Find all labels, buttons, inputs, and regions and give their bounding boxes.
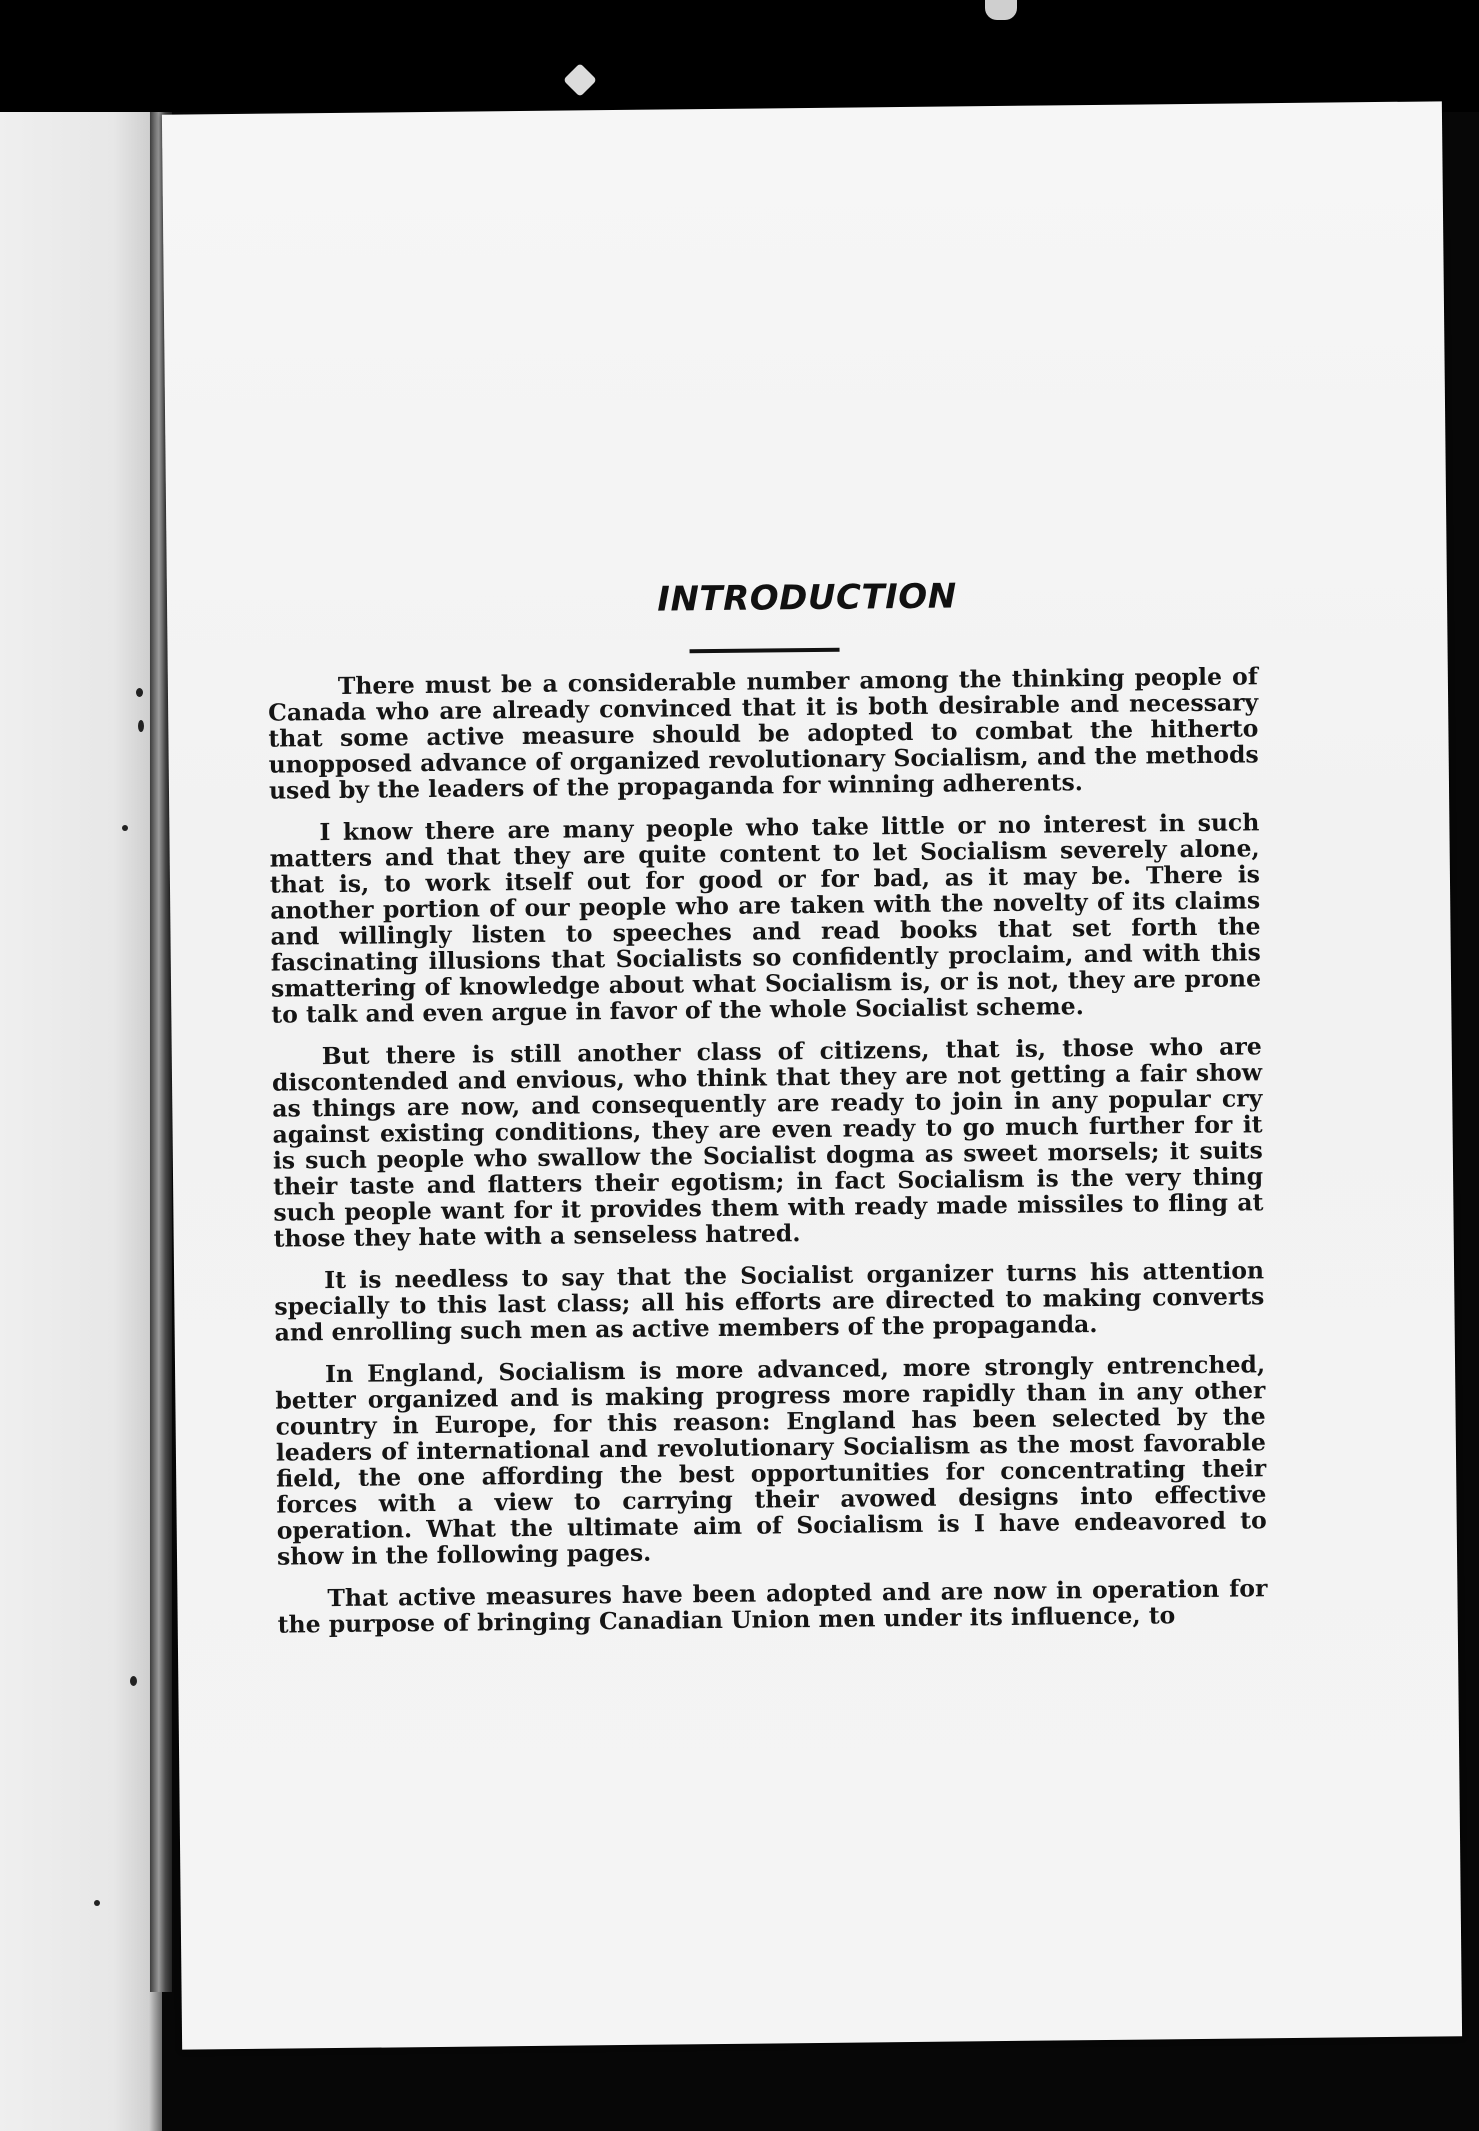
paragraph: There must be a considerable number among the thinking people of Canada who are already convinced that it is both desirable and necessary that some active measure should be adopted to combat the hitherto unopposed advance of organized revolutionary Socialism, and the methods used by the leaders of the propaganda for winning adherents.: [268, 662, 1259, 805]
paragraph: That active measures have been adopted and are now in operation for the purpose of bringing Canadian Union men under its influence, to: [277, 1574, 1268, 1639]
facing-page-edge: [0, 112, 162, 2131]
paragraph: In England, Socialism is more advanced, more strongly entrenched, better organized and is making progress more rapidly than in any other country in Europe, for this reason: England has been selected by the leaders of international and revolutionary Socialism as the most favorable field, the one affording the best opportunities for concentrating their forces with a view to carrying their avowed designs into effective operation. What the ultimate aim of Socialism is I have endeavored to show in the following pages.: [275, 1350, 1267, 1571]
page-body: [268, 663, 1268, 1653]
scan-speck: [122, 825, 128, 831]
paragraph: I know there are many people who take little or no interest in such matters and that they are quite content to let Socialism severely alone, that is, to work itself out for good or for bad, as it may be. There is another portion of our people who are taken with the novelty of its claims and willingly listen to speeches and read books that set forth the fascinating illusions that Socialists so confidently proclaim, and with this smattering of knowledge about what Socialism is, or is not, they are prone to talk and even argue in favor of the whole Socialist scheme.: [269, 808, 1262, 1029]
paragraph: But there is still another class of citizens, that is, those who are discontended and envious, who think that they are not getting a fair show as things are now, and consequently are ready to join in any popular cry against existing conditions, they are even ready to go much further for it is such people who swallow the Socialist dogma as sweet morsels; it suits their taste and flatters their egotism; in fact Socialism is the very thing such people want for it provides them with ready made missiles to fling at those they hate with a senseless hatred.: [271, 1032, 1264, 1253]
book-page: [162, 101, 1462, 2049]
title-divider: [690, 648, 840, 654]
paragraph: It is needless to say that the Socialist organizer turns his attention specially to this last class; all his efforts are directed to making converts and enrolling such men as active members of the propaganda.: [274, 1256, 1265, 1347]
page-title: INTRODUCTION: [657, 576, 957, 620]
scan-speck: [136, 688, 143, 697]
scan-speck: [138, 720, 144, 732]
scan-speck: [130, 1676, 137, 1686]
scan-artifact: [985, 0, 1017, 20]
scan-speck: [94, 1900, 100, 1906]
scan-top-border: [0, 0, 1479, 112]
